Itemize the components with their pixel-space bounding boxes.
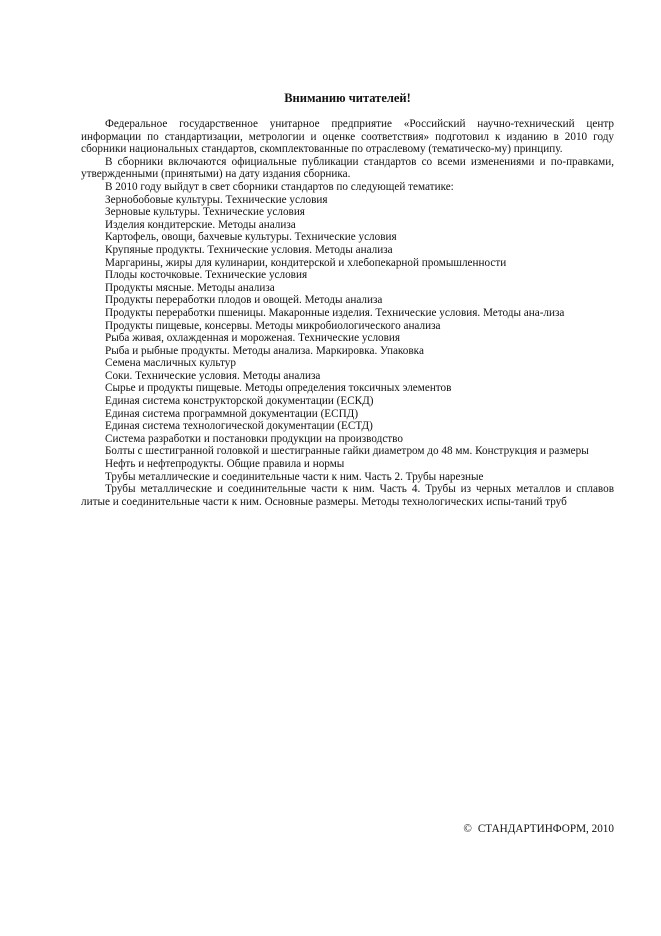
- topic-item: Продукты переработки плодов и овощей. Методы анализа: [105, 294, 383, 307]
- topic-item: Маргарины, жиры для кулинарии, кондитерской и хлебопекарной промышленности: [105, 256, 507, 269]
- topic-item: Крупяные продукты. Технические условия. Методы анализа: [105, 243, 393, 256]
- topic-item: Изделия кондитерские. Методы анализа: [105, 218, 296, 231]
- topic-item: Трубы металлические и соединительные части к ним. Часть 2. Трубы нарезные: [105, 470, 484, 483]
- topic-item: Плоды косточковые. Технические условия: [105, 269, 308, 282]
- topic-item: Зерновые культуры. Технические условия: [105, 206, 305, 219]
- topic-item: Продукты мясные. Методы анализа: [105, 281, 275, 294]
- topic-item: Соки. Технические условия. Методы анализа: [105, 369, 321, 382]
- topic-item: Продукты пищевые, консервы. Методы микробиологического анализа: [105, 319, 441, 332]
- notice-section: [81, 90, 614, 508]
- scope-paragraph: В сборники включаются официальные публикации стандартов со всеми изменениями и по-правками, утвержденными (принятыми) на дату издания сборника.: [81, 155, 614, 181]
- topic-item: Единая система программной документации (ЕСПД): [105, 407, 359, 420]
- topic-item: Нефть и нефтепродукты. Общие правила и нормы: [105, 458, 345, 471]
- topics-intro-paragraph: В 2010 году выйдут в свет сборники стандартов по следующей тематике:: [105, 180, 454, 193]
- topic-item: Семена масличных культур: [105, 357, 236, 370]
- topic-item: Единая система конструкторской документации (ЕСКД): [105, 395, 374, 408]
- copyright-symbol: ©: [463, 823, 472, 835]
- topic-item: Продукты переработки пшеницы. Макаронные изделия. Технические условия. Методы ана-лиза: [105, 306, 565, 319]
- intro-paragraph: Федеральное государственное унитарное предприятие «Российский научно-технический центр информации по стандартизации, метрологии и оценке соответствия» подготовил к изданию в 2010 году сборники национальных стандартов, скомплектованные по отраслевому (тематическо-му) принципу.: [81, 118, 614, 156]
- topic-item: Картофель, овощи, бахчевые культуры. Технические условия: [105, 231, 397, 244]
- topic-item: Рыба и рыбные продукты. Методы анализа. Маркировка. Упаковка: [105, 344, 424, 357]
- notice-title: Вниманию читателей!: [284, 91, 411, 105]
- copyright-line: [463, 822, 614, 836]
- topics-list: [81, 194, 614, 509]
- topic-item: Трубы металлические и соединительные части к ним. Часть 4. Трубы из черных металлов и сплавов литые и соединительные части к ним. Основные размеры. Методы технологических испы-таний труб: [81, 483, 614, 508]
- topic-item: Сырье и продукты пищевые. Методы определения токсичных элементов: [105, 382, 452, 395]
- topic-item: Рыба живая, охлажденная и мороженая. Технические условия: [105, 332, 401, 345]
- topic-item: Зернобобовые культуры. Технические условия: [105, 193, 328, 206]
- copyright-text: СТАНДАРТИНФОРМ, 2010: [477, 823, 614, 835]
- topic-item: Система разработки и постановки продукции на производство: [105, 432, 403, 445]
- topic-item: Единая система технологической документации (ЕСТД): [105, 420, 373, 433]
- topic-item: Болты с шестигранной головкой и шестигранные гайки диаметром до 48 мм. Конструкция и размеры: [105, 445, 589, 458]
